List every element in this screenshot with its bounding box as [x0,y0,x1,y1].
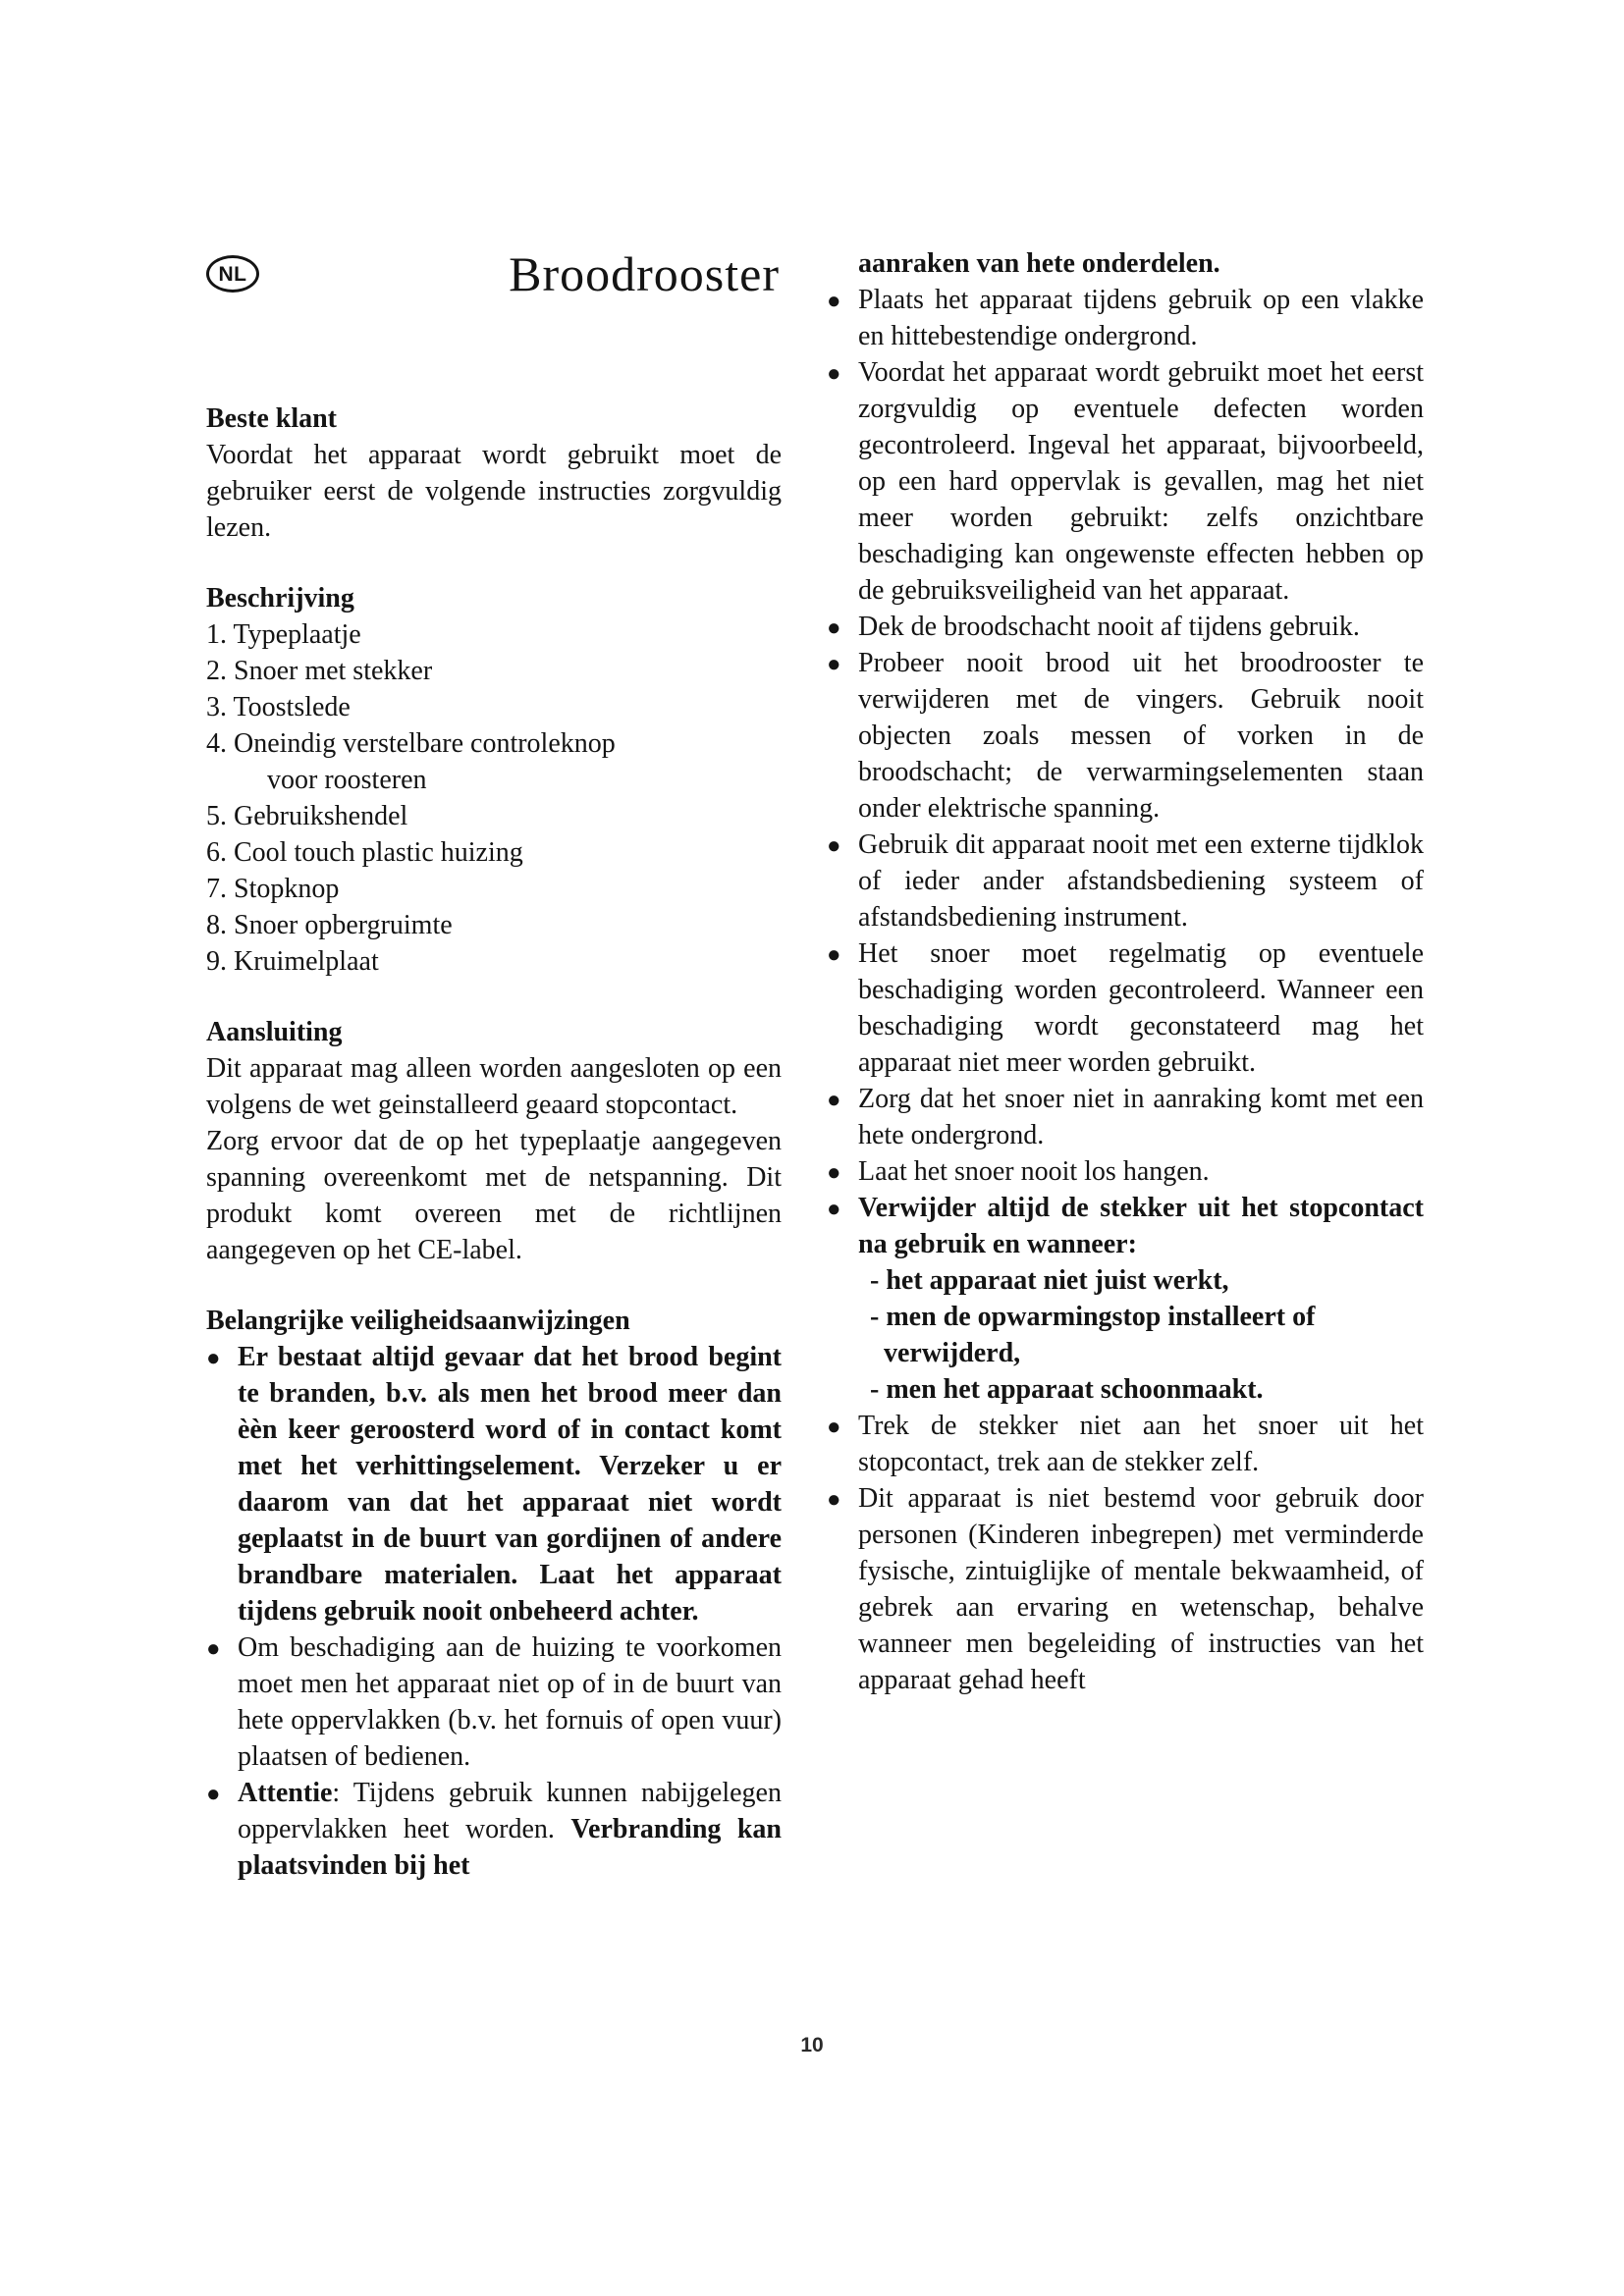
list-item: 7. Stopknop [206,874,340,904]
list-item: 1. Typeplaatje [206,619,361,650]
bullet-text: Dit apparaat is niet bestemd voor gebruik door personen (Kinderen inbegrepen) met verminderde fysische, zintuiglijke of mentale bekwaamheid, of gebrek aan ervaring en wetenschap, behalve wanneer men begeleiding of instructies van het apparaat gehad heeft [858,1483,1424,1695]
bullet-icon: ● [206,1782,221,1807]
bullet-icon: ● [827,615,841,641]
attention-label: Attentie [238,1778,333,1808]
bullet-item [827,282,1424,354]
section-heading-beschrijving: Beschrijving [206,583,354,614]
page-number: 10 [800,2034,824,2056]
bullet-text: Gebruik dit apparaat nooit met een externe tijdklok of ieder ander afstandsbediening systeem of afstandsbediening instrument. [858,829,1424,933]
bullet-item [827,609,1424,645]
bullet-icon: ● [827,1088,841,1113]
connection-paragraph-1: Dit apparaat mag alleen worden aangesloten op een volgens de wet geinstalleerd geaard stopcontact. [206,1053,782,1120]
list-item: 9. Kruimelplaat [206,946,379,977]
bullet-text: Zorg dat het snoer niet in aanraking komt met een hete ondergrond. [858,1084,1424,1150]
list-item: 3. Toostslede [206,692,351,722]
attention-bold-tail: Verbranding kan plaatsvinden bij het [238,1814,782,1881]
description-list [206,616,782,980]
bullet-text: Probeer nooit brood uit het broodrooster te verwijderen met de vingers. Gebruik nooit objecten zoals messen of vorken in de broodschacht; de verwarmingselementen staan onder elektrische spanning. [858,648,1424,824]
bullet-text: Plaats het apparaat tijdens gebruik op een vlakke en hittebestendige ondergrond. [858,285,1424,351]
bullet-item [206,1339,782,1629]
language-badge-nl: NL [206,255,259,293]
bullet-icon: ● [206,1346,221,1371]
list-item: 4. Oneindig verstelbare controleknop [206,728,616,759]
bullet-item [827,645,1424,827]
bullet-icon: ● [206,1636,221,1662]
unplug-warning-lead: Verwijder altijd de stekker uit het stopcontact na gebruik en wanneer: [858,1193,1424,1259]
unplug-warning-sub-item: - men de opwarmingstop installeert of verwijderd, [870,1302,1316,1368]
bullet-text: Dek de broodschacht nooit af tijdens gebruik. [858,612,1360,642]
bullet-item-unplug-warning [827,1190,1424,1408]
intro-paragraph: Voordat het apparaat wordt gebruikt moet de gebruiker eerst de volgende instructies zorgvuldig lezen. [206,440,782,543]
bullet-icon: ● [827,833,841,859]
bullet-item [827,827,1424,935]
bullet-icon: ● [827,652,841,677]
list-item: 6. Cool touch plastic huizing [206,837,523,868]
bullet-item [206,1775,782,1884]
bullet-text: Om beschadiging aan de huizing te voorkomen moet men het apparaat niet op of in de buurt van hete oppervlakken (b.v. het fornuis of open vuur) plaatsen of bedienen. [238,1632,782,1772]
bullet-text [238,1775,782,1884]
bullet-item [827,1408,1424,1480]
bullet-item [206,1629,782,1775]
continuation-text: aanraken van hete onderdelen. [858,248,1220,279]
section-heading-veiligheid: Belangrijke veiligheidsaanwijzingen [206,1306,630,1336]
bullet-text: Voordat het apparaat wordt gebruikt moet het eerst zorgvuldig op eventuele defecten worden gecontroleerd. Ingeval het apparaat, bijvoorbeeld, op een hard oppervlak is gevallen, mag het niet meer worden gebruikt: zelfs onzichtbare beschadiging kan ongewenste effecten hebben op de gebruiksveiligheid van het apparaat. [858,357,1424,606]
bullet-text: Laat het snoer nooit los hangen. [858,1156,1210,1187]
left-column [206,245,782,1884]
unplug-warning-sub-item: - het apparaat niet juist werkt, [870,1265,1229,1296]
bullet-item [827,1480,1424,1698]
page-content [206,245,1424,1884]
bullet-text [858,1190,1424,1408]
bullet-icon: ● [827,289,841,314]
bullet-text: Trek de stekker niet aan het snoer uit het stopcontact, trek aan de stekker zelf. [858,1411,1424,1477]
bullet-icon: ● [827,1197,841,1222]
bullet-item [827,354,1424,609]
bullet-item [827,935,1424,1081]
right-column [827,245,1424,1884]
page-title: Broodrooster [509,246,780,301]
list-item-continuation: voor roosteren [267,765,427,795]
bullet-text: Er bestaat altijd gevaar dat het brood begint te branden, b.v. als men het brood meer dan èèn keer geroosterd word of in contact komt met het verhittingselement. Verzeker u er daarom van dat het apparaat niet wordt geplaatst in de buurt van gordijnen of andere brandbare materialen. Laat het apparaat tijdens gebruik nooit onbeheerd achter. [238,1342,782,1627]
attention-text: : Tijdens gebruik kunnen nabijgelegen oppervlakken heet worden. [238,1778,782,1844]
bullet-icon: ● [827,1487,841,1513]
bullet-item [827,1081,1424,1153]
bullet-icon: ● [827,942,841,968]
list-item: 2. Snoer met stekker [206,656,433,686]
section-heading-beste-klant: Beste klant [206,403,337,434]
unplug-warning-sub-item: - men het apparaat schoonmaakt. [870,1374,1264,1405]
bullet-icon: ● [827,361,841,387]
list-item: 8. Snoer opbergruimte [206,910,453,940]
section-heading-aansluiting: Aansluiting [206,1017,343,1047]
bullet-icon: ● [827,1160,841,1186]
list-item: 5. Gebruikshendel [206,801,408,831]
bullet-text: Het snoer moet regelmatig op eventuele beschadiging worden gecontroleerd. Wanneer een beschadiging wordt geconstateerd mag het apparaat niet meer worden gebruikt. [858,938,1424,1078]
masthead [206,245,782,302]
bullet-item [827,1153,1424,1190]
bullet-icon: ● [827,1415,841,1440]
connection-paragraph-2: Zorg ervoor dat de op het typeplaatje aangegeven spanning overeenkomt met de netspanning. Dit produkt komt overeen met de richtlijnen aangegeven op het CE-label. [206,1126,782,1265]
